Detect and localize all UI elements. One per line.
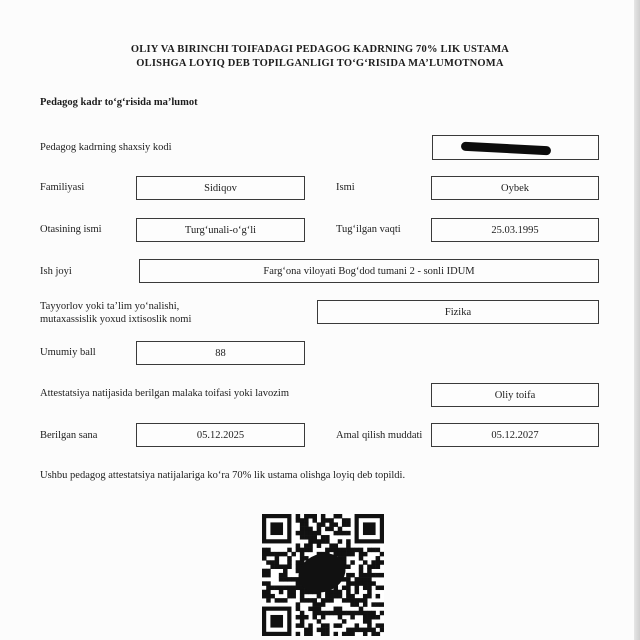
birth-date-field: 25.03.1995 (431, 218, 599, 242)
issue-date-field: 05.12.2025 (136, 423, 305, 447)
personal-code-field (432, 135, 599, 160)
name-field: Oybek (431, 176, 599, 200)
personal-code-label: Pedagog kadrning shaxsiy kodi (40, 142, 172, 153)
valid-until-label: Amal qilish muddati (336, 430, 423, 441)
specialty-field: Fizika (317, 300, 599, 324)
section-title: Pedagog kadr to‘g‘risida ma’lumot (40, 97, 198, 108)
patronymic-label: Otasining ismi (40, 224, 102, 235)
total-score-label: Umumiy ball (40, 347, 96, 358)
category-label: Attestatsiya natijasida berilgan malaka toifasi yoki lavozim (40, 388, 290, 399)
total-score-field: 88 (136, 341, 305, 365)
surname-label: Familiyasi (40, 182, 85, 193)
document-title-line-2: OLISHGA LOYIQ DEB TOPILGANLIGI TO‘G‘RISIDA MA’LUMOTNOMA (136, 58, 504, 69)
specialty-label-line-1: Tayyorlov yoki ta’lim yo‘nalishi, (40, 301, 180, 312)
redaction-mark (461, 142, 551, 156)
category-field: Oliy toifa (431, 383, 599, 407)
workplace-label: Ish joyi (40, 266, 72, 277)
patronymic-field: Turg‘unali-o‘g‘li (136, 218, 305, 242)
specialty-label-line-2: mutaxassislik yoxud ixtisoslik nomi (40, 314, 192, 325)
name-label: Ismi (336, 182, 355, 193)
birth-date-label: Tug‘ilgan vaqti (336, 224, 401, 235)
document-title-line-1: OLIY VA BIRINCHI TOIFADAGI PEDAGOG KADRNING 70% LIK USTAMA (130, 44, 510, 55)
qr-code-icon (262, 514, 384, 636)
issue-date-label: Berilgan sana (40, 430, 98, 441)
surname-field: Sidiqov (136, 176, 305, 200)
valid-until-field: 05.12.2027 (431, 423, 599, 447)
page-edge-shadow (634, 0, 640, 640)
workplace-field: Farg‘ona viloyati Bog‘dod tumani 2 - sonli IDUM (139, 259, 599, 283)
conclusion-text: Ushbu pedagog attestatsiya natijalariga ko‘ra 70% lik ustama olishga loyiq deb topildi. (40, 470, 406, 481)
